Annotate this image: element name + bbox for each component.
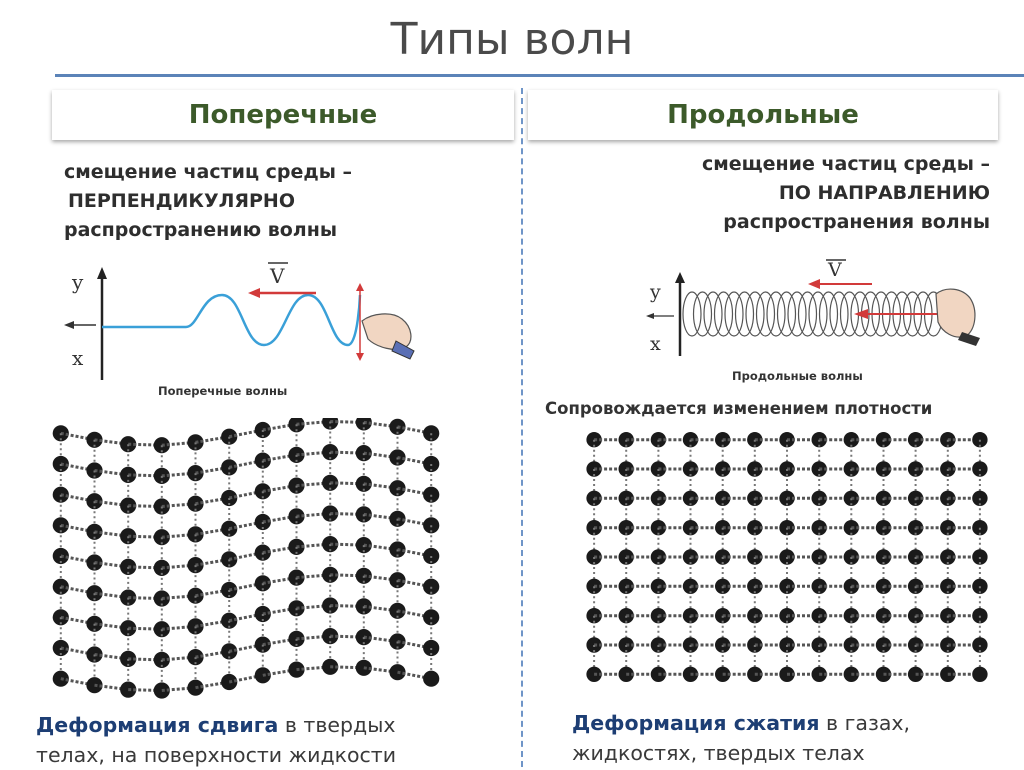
compression-rest: в газах, (819, 711, 911, 735)
spring-coil (694, 292, 712, 336)
hand-icon (936, 289, 980, 346)
heading-transverse: Поперечные (52, 90, 514, 140)
x-axis-label: x (72, 346, 84, 370)
x-axis-arrowhead (646, 313, 654, 319)
shear-rest: в твердых (278, 713, 396, 737)
shear-lattice-image (44, 418, 448, 708)
lattice-row (53, 597, 440, 660)
y-axis-label: y (72, 270, 84, 294)
spring-coil (788, 292, 806, 336)
column-divider (521, 88, 523, 767)
y-axis-arrowhead (97, 267, 107, 279)
spring-coil (683, 292, 701, 336)
spring-coil (715, 292, 733, 336)
compression-term: Деформация сжатия (572, 711, 820, 735)
longitudinal-description (590, 150, 990, 237)
x-axis-label: x (650, 333, 661, 355)
lattice-row (53, 536, 440, 599)
wave-line (102, 295, 360, 345)
lattice-row (53, 567, 440, 630)
push-arrowhead (854, 309, 868, 319)
spring-coil (746, 292, 764, 336)
velocity-label: V (270, 264, 285, 288)
desc-line: смещение частиц среды – (64, 161, 353, 183)
spring-coil (778, 292, 796, 336)
desc-line: распространения волны (723, 211, 990, 233)
transverse-description (64, 158, 352, 245)
spring-coil (736, 292, 754, 336)
y-axis-arrowhead (675, 272, 685, 283)
shear-term: Деформация сдвига (36, 713, 279, 737)
velocity-arrowhead (808, 279, 820, 289)
oscillation-arrow-down (356, 353, 364, 361)
x-axis-arrowhead (64, 321, 74, 329)
lattice-row (53, 444, 440, 507)
velocity-label: V (828, 259, 842, 281)
heading-longitudinal: Продольные (528, 90, 998, 140)
title-underline (55, 74, 1024, 77)
spring-coil (704, 292, 722, 336)
compression-line2: жидкостях, твердых телах (572, 741, 865, 765)
density-note: Сопровождается изменением плотности (545, 399, 933, 418)
lattice-row (53, 505, 440, 568)
desc-line: ПО НАПРАВЛЕНИЮ (778, 182, 990, 204)
desc-line: смещение частиц среды – (701, 153, 990, 175)
oscillation-arrow-up (356, 283, 364, 291)
longitudinal-wave-diagram (640, 258, 990, 388)
lattice-row (53, 475, 440, 538)
spring-coil (767, 292, 785, 336)
lattice-row (53, 418, 440, 476)
lattice-particle (423, 671, 439, 687)
desc-line: распространению волны (64, 219, 338, 241)
spring-coil (725, 292, 743, 336)
y-axis-label: y (650, 281, 661, 303)
shear-deformation-text (36, 710, 396, 770)
spring-coil (820, 292, 838, 336)
compression-deformation-text (572, 708, 910, 768)
spring-coil (830, 292, 848, 336)
transverse-wave-diagram (58, 255, 418, 405)
longitudinal-caption: Продольные волны (732, 369, 863, 383)
transverse-caption: Поперечные волны (158, 384, 288, 398)
compression-lattice-image (578, 425, 996, 689)
spring-coil (809, 292, 827, 336)
spring-coil (799, 292, 817, 336)
velocity-arrowhead (248, 288, 260, 298)
lattice-row (53, 628, 440, 691)
hand-icon (362, 314, 414, 359)
slide-title: Типы волн (390, 14, 634, 65)
lattice-row (586, 667, 987, 682)
lattice-row (53, 659, 440, 699)
spring-coil (757, 292, 775, 336)
shear-line2: телах, на поверхности жидкости (36, 743, 397, 767)
desc-line: ПЕРПЕНДИКУЛЯРНО (68, 190, 295, 212)
lattice-particle (972, 667, 987, 682)
